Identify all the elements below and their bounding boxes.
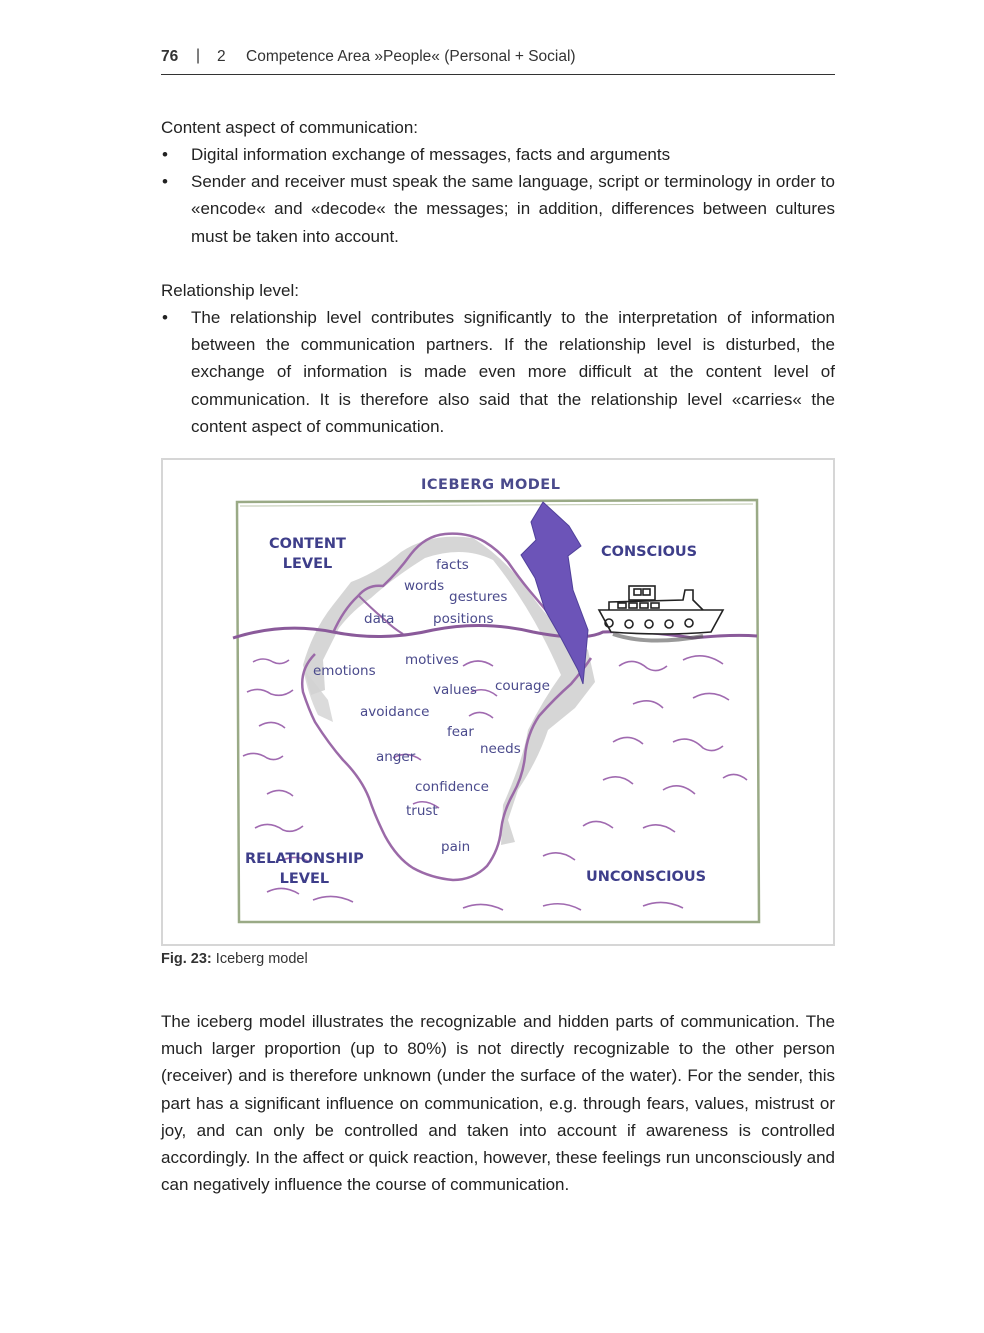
list-item: • Digital information exchange of messages, facts and arguments: [161, 141, 835, 168]
relationship-level-heading: Relationship level:: [161, 281, 299, 300]
running-header: [161, 46, 835, 75]
relationship-level-label: RELATIONSHIP LEVEL: [245, 851, 364, 887]
chapter-title: Competence Area »People« (Personal + Social): [246, 48, 576, 65]
word-courage: courage: [495, 678, 550, 694]
list-item: • Sender and receiver must speak the same language, script or terminology in order to «encode« and «decode« the messages; in addition, differences between cultures must be taken into account.: [161, 168, 835, 250]
iceberg-figure: [161, 458, 835, 946]
figure-caption: [161, 951, 308, 967]
caption-label: Fig. 23:: [161, 951, 212, 967]
relationship-level-section: [161, 277, 835, 440]
content-aspect-heading: Content aspect of communication:: [161, 118, 419, 137]
content-level-label: CONTENT LEVEL: [269, 536, 346, 572]
ship-drawing: [599, 586, 723, 641]
relationship-level-list: [161, 304, 835, 440]
word-facts: facts: [436, 557, 469, 573]
word-values: values: [433, 682, 477, 698]
chapter-number: 2: [217, 48, 226, 65]
word-motives: motives: [405, 652, 459, 668]
word-pain: pain: [441, 839, 471, 855]
word-words: words: [404, 578, 445, 594]
unconscious-label: UNCONSCIOUS: [586, 869, 707, 885]
conscious-label: CONSCIOUS: [601, 544, 698, 560]
word-gestures: gestures: [449, 589, 508, 605]
page-number: 76: [161, 48, 179, 65]
word-trust: trust: [406, 803, 438, 819]
word-needs: needs: [480, 741, 521, 757]
header-separator: |: [196, 47, 201, 64]
word-confidence: confidence: [415, 779, 489, 795]
word-positions: positions: [433, 611, 494, 627]
figure-title: ICEBERG MODEL: [421, 477, 561, 493]
word-fear: fear: [447, 724, 474, 740]
word-data: data: [364, 611, 395, 627]
caption-text: Iceberg model: [215, 951, 308, 967]
word-avoidance: avoidance: [360, 704, 430, 720]
word-anger: anger: [376, 749, 416, 765]
content-aspect-list: [161, 141, 835, 250]
content-aspect-section: [161, 114, 835, 250]
body-paragraph: The iceberg model illustrates the recognizable and hidden parts of communication. The much larger proportion (up to 80%) is not directly recognizable to the other person (receiver) and is therefore unknown (under the surface of the water). For the sender, this part has a significant influence on communication, e.g. through fears, values, mistrust or joy, and can only be controlled and taken into account if awareness is controlled accordingly. In the affect or quick reaction, however, these feelings run unconsciously and can negatively influence the course of communication.: [161, 1012, 835, 1195]
word-emotions: emotions: [313, 663, 376, 679]
list-item: • The relationship level contributes significantly to the interpretation of information between the communication partners. If the relationship level is disturbed, the exchange of information is made even more difficult at the content level of communication. It is therefore also said that the relationship level «carries« the content aspect of communication.: [161, 304, 835, 440]
